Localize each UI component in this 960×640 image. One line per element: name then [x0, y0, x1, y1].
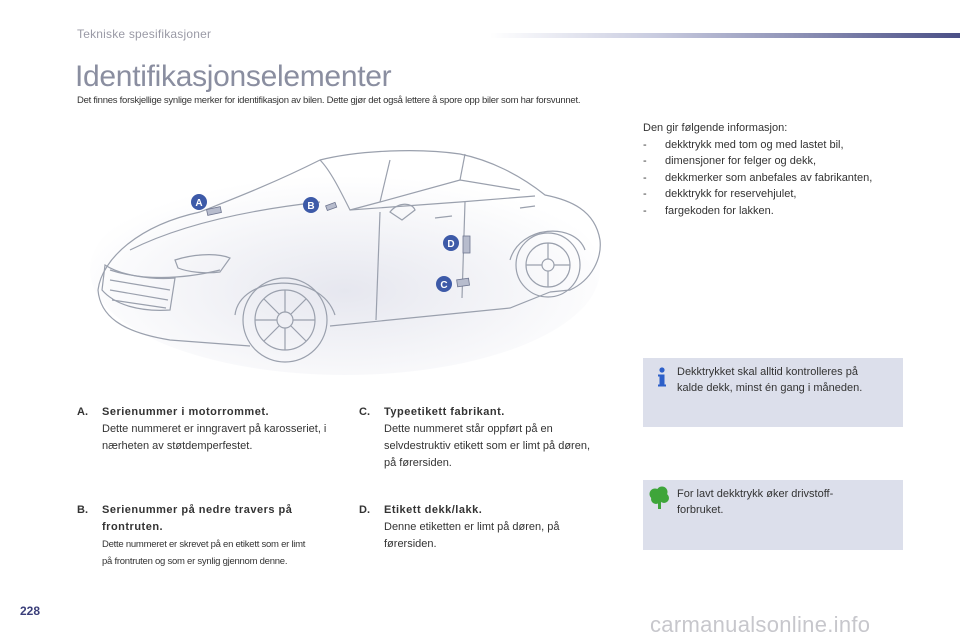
info-note-line: Dekktrykket skal alltid kontrolleres på [677, 366, 858, 378]
list-item: - fargekoden for lakken. [643, 204, 774, 217]
entry-body-line: nærheten av støtdemperfestet. [102, 440, 253, 452]
entry-a [77, 404, 357, 455]
entry-body-line: Dette nummeret står oppført på en [384, 423, 553, 435]
info-note-line: kalde dekk, minst én gang i måneden. [677, 382, 863, 394]
list-item: - dekktrykk med tom og med lastet bil, [643, 138, 844, 151]
header-rule [490, 33, 960, 38]
svg-text:B: B [307, 201, 315, 212]
info-icon [655, 366, 669, 388]
car-illustration [80, 140, 605, 375]
entry-title: Serienummer i motorrommet. [102, 406, 270, 418]
eco-note-line: forbruket. [677, 504, 724, 516]
car-drawing [80, 140, 605, 375]
entry-body-line: Dette nummeret er skrevet på en etikett som er limt [102, 539, 306, 550]
section-label: Tekniske spesifikasjoner [77, 27, 212, 41]
list-item: - dekktrykk for reservehjulet, [643, 188, 797, 200]
entry-letter: D. [359, 504, 370, 516]
entry-title: Serienummer på nedre travers på [102, 504, 293, 516]
page-number: 228 [20, 604, 41, 618]
entry-body-line: på frontruten og som er synlig gjennom denne. [102, 556, 288, 567]
intro-text: Det finnes forskjellige synlige merker for identifikasjon av bilen. Dette gjør det også lettere å spore opp biler som har forsvunnet. [77, 95, 581, 106]
info-note [643, 358, 903, 427]
info-list [643, 120, 872, 219]
entry-body-line: førersiden. [384, 538, 437, 550]
entry-body-line: Denne etiketten er limt på døren, på [384, 521, 560, 533]
entry-letter: B. [77, 504, 88, 516]
eco-note-line: For lavt dekktrykk øker drivstoff- [677, 488, 834, 500]
eco-note [643, 480, 903, 550]
entry-body-line: selvdestruktiv etikett som er limt på døren, [384, 440, 591, 452]
list-item: - dekkmerker som anbefales av fabrikanten, [643, 171, 873, 184]
entry-title: Etikett dekk/lakk. [384, 504, 483, 516]
watermark: carmanualsonline.info [650, 612, 871, 637]
info-heading: Den gir følgende informasjon: [643, 122, 788, 134]
entry-letter: C. [359, 406, 370, 418]
svg-text:A: A [195, 198, 203, 209]
entry-c [359, 404, 629, 472]
eco-tree-icon [647, 485, 671, 511]
entry-body-line: Dette nummeret er inngravert på karosseriet, i [102, 423, 327, 435]
list-item: - dimensjoner for felger og dekk, [643, 155, 817, 167]
entry-body-line: på førersiden. [384, 457, 452, 469]
page-title: Identifikasjonselementer [75, 60, 392, 93]
entry-title: frontruten. [102, 521, 164, 533]
entry-letter: A. [77, 406, 88, 418]
svg-text:C: C [440, 280, 448, 291]
entry-title: Typeetikett fabrikant. [384, 406, 505, 418]
entry-b [77, 502, 357, 570]
entry-d [359, 502, 629, 553]
svg-text:D: D [447, 239, 455, 250]
